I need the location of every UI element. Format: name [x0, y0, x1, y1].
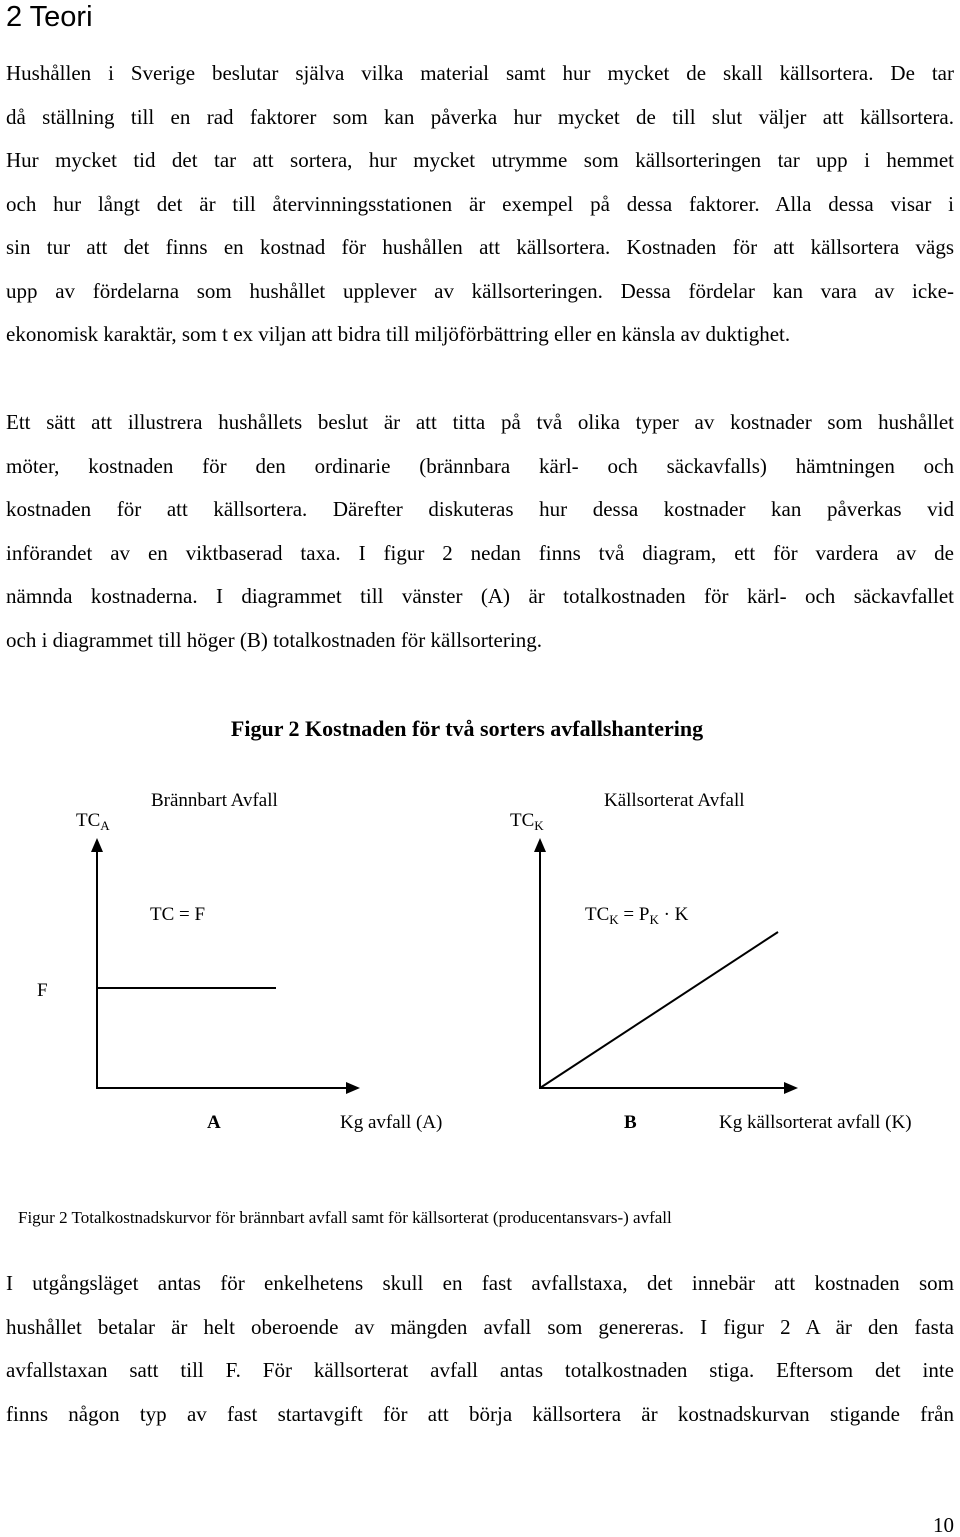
page-number: 10	[933, 1513, 954, 1537]
paragraph-line: avfallstaxan satt till F. För källsorterat avfall antas totalkostnaden stiga. Eftersom det inte	[6, 1358, 954, 1382]
diagram-a-x-label: Kg avfall (A)	[340, 1112, 443, 1133]
diagram-b-subtitle: Källsorterat Avfall	[604, 790, 745, 811]
paragraph-3	[6, 1262, 954, 1436]
paragraph-line: och hur långt det är till återvinningsstationen är exempel på dessa faktorer. Alla dessa visar i	[6, 191, 954, 216]
diagram-a-axes	[91, 838, 360, 1094]
paragraph-line: Hur mycket tid det tar att sortera, hur mycket utrymme som källsorteringen tar upp i hemmet	[6, 148, 954, 172]
paragraph-line: I utgångsläget antas för enkelhetens skull en fast avfallstaxa, det innebär att kostnaden som	[6, 1271, 954, 1295]
diagram-a-letter: A	[207, 1112, 221, 1133]
diagram-a-y-arrow-icon	[91, 838, 103, 852]
paragraph-line: nämnda kostnaderna. I diagrammet till vänster (A) är totalkostnaden för kärl- och säckavfallet	[6, 584, 954, 608]
diagram-b-x-label: Kg källsorterat avfall (K)	[719, 1112, 912, 1133]
diagram-b-y-arrow-icon	[534, 838, 546, 852]
diagram-b-cost-line	[540, 932, 778, 1088]
diagram-b-axes	[534, 838, 798, 1094]
figure-caption: Figur 2 Totalkostnadskurvor för brännbart avfall samt för källsorterat (producentansvars-) avfall	[18, 1208, 672, 1227]
diagram-b-x-arrow-icon	[784, 1082, 798, 1094]
paragraph-line: finns någon typ av fast startavgift för att börja källsortera är kostnadskurvan stigande från	[6, 1401, 954, 1426]
paragraph-line: hushållet betalar är helt oberoende av mängden avfall som genereras. I figur 2 A är den fasta	[6, 1314, 954, 1339]
paragraph-line: upp av fördelarna som hushållet upplever av källsorteringen. Dessa fördelar kan vara av icke-	[6, 278, 954, 303]
diagram-a-level-label: F	[37, 980, 48, 1001]
diagram-a-subtitle: Brännbart Avfall	[151, 790, 278, 811]
paragraph-line: Ett sätt att illustrera hushållets beslut är att titta på två olika typer av kostnader som hushållet	[6, 410, 954, 434]
section-heading: 2 Teori	[6, 1, 93, 33]
paragraph-line: och i diagrammet till höger (B) totalkostnaden för källsortering.	[6, 627, 542, 652]
diagram-a-y-label: $TC_A$	[76, 810, 110, 833]
paragraph-line: införandet av en viktbaserad taxa. I figur 2 nedan finns två diagram, ett för vardera av de	[6, 540, 954, 565]
paragraph-line: Hushållen i Sverige beslutar själva vilka material samt hur mycket de skall källsortera. De tar	[6, 61, 954, 85]
diagram-b-letter: B	[624, 1112, 637, 1133]
diagram-b-equation: $TC_K = P_K \cdot K$	[585, 904, 689, 927]
paragraph-line: möter, kostnaden för den ordinarie (brännbara kärl- och säckavfalls) hämtningen och	[6, 453, 954, 478]
paragraph-line: kostnaden för att källsortera. Därefter diskuteras hur dessa kostnader kan påverkas vid	[6, 497, 954, 521]
paragraph-line: sin tur att det finns en kostnad för hushållen att källsortera. Kostnaden för att källsortera vägs	[6, 235, 954, 259]
diagram-a-x-arrow-icon	[346, 1082, 360, 1094]
paragraph-line: ekonomisk karaktär, som t ex viljan att bidra till miljöförbättring eller en känsla av duktighet.	[6, 322, 791, 346]
diagram-b-y-label: $TC_K$	[510, 810, 544, 833]
diagram-a-equation: TC = F	[150, 904, 206, 925]
paragraph-line: då ställning till en rad faktorer som kan påverka hur mycket de till slut väljer att källsortera.	[6, 104, 954, 129]
figure-title: Figur 2 Kostnaden för två sorters avfallshantering	[230, 716, 704, 741]
